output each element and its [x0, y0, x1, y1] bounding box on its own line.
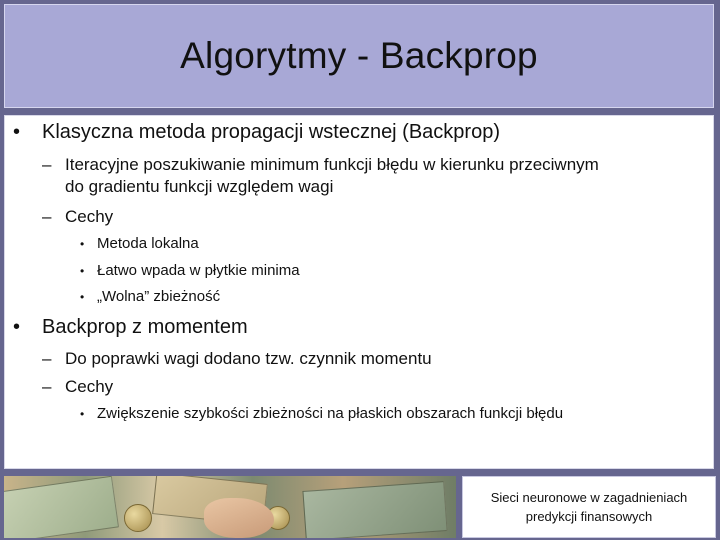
banknote-graphic [4, 476, 119, 538]
slide-title: Algorytmy - Backprop [180, 35, 538, 76]
bullet-marker: • [80, 290, 85, 304]
dash-marker: – [42, 349, 52, 368]
bullet-marker: • [80, 264, 85, 278]
hand-graphic [204, 498, 274, 538]
banknote-graphic [302, 481, 447, 538]
title-bar [4, 4, 714, 108]
sub-bullet-text: Cechy [65, 207, 114, 226]
sub-sub-bullet-text: „Wolna” zbieżność [97, 288, 221, 305]
bullet-marker: • [80, 407, 85, 421]
sub-sub-bullet-text: Zwiększenie szybkości zbieżności na płaskich obszarach funkcji błędu [97, 405, 564, 422]
footer-line2: predykcji finansowych [525, 509, 653, 524]
bullet-marker: • [13, 316, 21, 338]
dash-marker: – [42, 207, 52, 226]
footer-caption [462, 476, 716, 538]
content-area [4, 115, 714, 469]
money-banner-image [4, 476, 456, 538]
bullet-marker: • [13, 121, 21, 143]
bullet-marker: • [80, 237, 85, 251]
dash-marker: – [42, 377, 52, 396]
sub-bullet-text: Do poprawki wagi dodano tzw. czynnik momentu [65, 349, 432, 368]
dash-marker: – [42, 155, 52, 174]
sub-sub-bullet-text: Łatwo wpada w płytkie minima [97, 262, 300, 279]
sub-bullet-text-line1: Iteracyjne poszukiwanie minimum funkcji błędu w kierunku przeciwnym [65, 155, 599, 174]
bullet-text: Klasyczna metoda propagacji wstecznej (Backprop) [42, 121, 500, 143]
sub-bullet-text: Cechy [65, 377, 114, 396]
footer-line1: Sieci neuronowe w zagadnieniach [490, 490, 688, 505]
bullet-text: Backprop z momentem [42, 316, 248, 338]
sub-sub-bullet-text: Metoda lokalna [97, 235, 199, 252]
sub-bullet-text-line2: do gradientu funkcji względem wagi [65, 177, 334, 196]
coin-graphic [124, 504, 152, 532]
